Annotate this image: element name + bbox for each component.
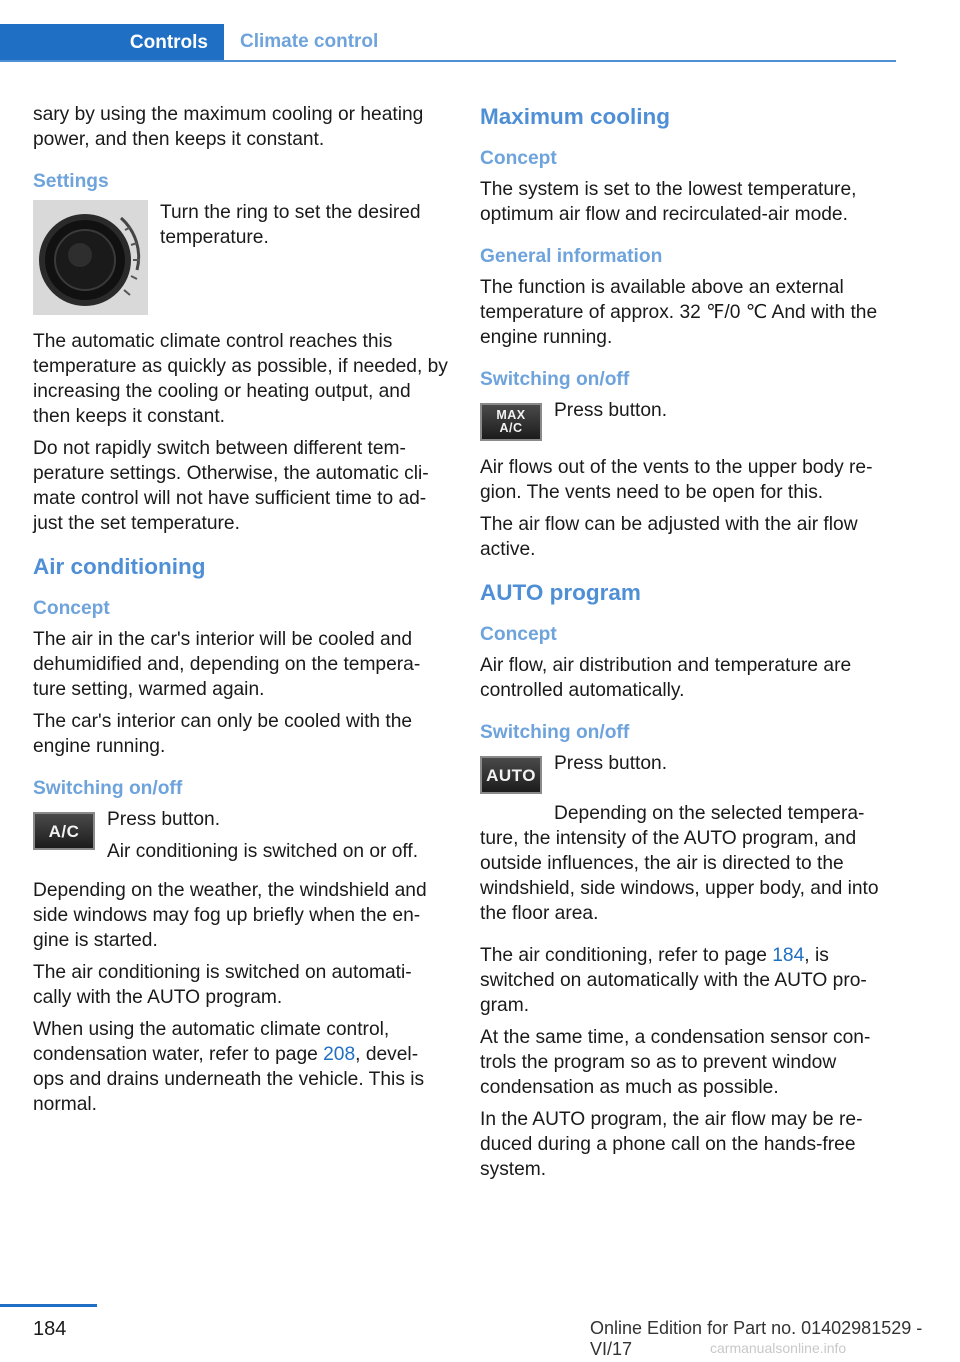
ac-button-label: A/C: [48, 821, 80, 841]
paragraph: [33, 1017, 448, 1117]
page-number: 184: [33, 1318, 67, 1340]
paragraph: The function is available above an external temperature of approx. 32 ℉/0 ℃ And with the engine running.: [480, 277, 878, 348]
paragraph: The air flow can be adjusted with the air flow active.: [480, 514, 858, 560]
section-tab-climate-control[interactable]: Climate control: [240, 31, 379, 52]
header-rule: [0, 60, 896, 62]
max-ac-button-label-line2: A/C: [499, 421, 523, 435]
paragraph: Depending on the weather, the windshield and side windows may fog up briefly when the en‐ gine is started.: [33, 880, 427, 951]
section-heading-air-conditioning: Air conditioning: [33, 554, 206, 579]
ac-button-text: [107, 807, 448, 864]
max-ac-button-label-line1: MAX: [496, 408, 526, 422]
concept-heading: Concept: [33, 598, 110, 619]
max-ac-button-image: [480, 403, 542, 441]
page-link-184[interactable]: 184: [772, 945, 805, 966]
switching-heading: Switching on/off: [480, 722, 630, 743]
paragraph: The car's interior can only be cooled with the engine running.: [33, 711, 413, 757]
paragraph: sary by using the maximum cooling or heating power, and then keeps it constant.: [33, 104, 424, 150]
switching-heading: Switching on/off: [480, 369, 630, 390]
paragraph: The air conditioning is switched on automati‐ cally with the AUTO program.: [33, 962, 412, 1008]
paragraph: The system is set to the lowest temperature, optimum air flow and recirculated-air mode.: [480, 179, 857, 225]
text-run: , is switched on automatically with the AUTO pro‐ gram.: [480, 945, 867, 1016]
page-link-208[interactable]: 208: [323, 1044, 356, 1065]
auto-press-text: Press button.: [554, 753, 668, 774]
section-heading-auto-program: AUTO program: [480, 580, 641, 605]
watermark-text: carmanualsonline.info: [710, 1340, 847, 1356]
paragraph: Do not rapidly switch between different tem‐ perature settings. Otherwise, the automatic cli‐ mate control will not have sufficient time to ad‐ just the set temperature.: [33, 438, 429, 534]
section-tab-controls[interactable]: Controls: [0, 24, 224, 62]
auto-button-label: AUTO: [486, 765, 536, 785]
switching-heading: Switching on/off: [33, 778, 183, 799]
settings-figure-row: [33, 200, 448, 315]
ac-switched-text: Air conditioning is switched on or off.: [107, 841, 419, 862]
auto-depend-text: Depending on the selected tempera‐ ture, the intensity of the AUTO program, and outside influences, the air is directed to the windshield, side windows, upper body, and into the floor area.: [480, 803, 879, 924]
ac-button-image: [33, 812, 95, 850]
paragraph: The air in the car's interior will be cooled and dehumidified and, depending on the tempera‐ ture setting, warmed again.: [33, 629, 421, 700]
right-column: [480, 102, 895, 1189]
paragraph: [480, 943, 895, 1018]
auto-button-row: [480, 751, 895, 794]
paragraph: The automatic climate control reaches this temperature as quickly as possible, if needed, by increasing the cooling or heating output, and then keeps it constant.: [33, 331, 448, 427]
left-column: [33, 102, 448, 1124]
text-run: The air conditioning, refer to page: [480, 945, 773, 966]
settings-heading: Settings: [33, 171, 109, 192]
page-header: [0, 24, 896, 62]
paragraph: Air flows out of the vents to the upper body re‐ gion. The vents need to be open for this.: [480, 457, 873, 503]
concept-heading: Concept: [480, 148, 557, 169]
press-button-text: Press button.: [554, 400, 668, 421]
settings-text: Turn the ring to set the desired temperature.: [160, 202, 421, 248]
press-button-text: Press button.: [107, 809, 221, 830]
footer-rule: [0, 1304, 97, 1307]
paragraph: In the AUTO program, the air flow may be re‐ duced during a phone call on the hands-free system.: [480, 1109, 863, 1180]
paragraph: At the same time, a condensation sensor con‐ trols the program so as to prevent window condensation as much as possible.: [480, 1027, 871, 1098]
edition-text: Online Edition for Part no. 01402981529 - VI/17: [590, 1318, 923, 1359]
ac-button-row: [33, 807, 448, 864]
concept-heading: Concept: [480, 624, 557, 645]
max-ac-button-row: [480, 398, 895, 441]
auto-button-image: [480, 756, 542, 794]
text-run: When using the automatic climate control, condensation water, refer to page: [33, 1019, 390, 1065]
general-information-heading: General information: [480, 246, 663, 267]
temperature-knob-image: [33, 200, 148, 315]
text-run: , devel‐ ops and drains underneath the vehicle. This is normal.: [33, 1044, 425, 1115]
section-heading-maximum-cooling: Maximum cooling: [480, 104, 671, 129]
paragraph: [480, 801, 895, 926]
paragraph: Air flow, air distribution and temperature are controlled automatically.: [480, 655, 852, 701]
